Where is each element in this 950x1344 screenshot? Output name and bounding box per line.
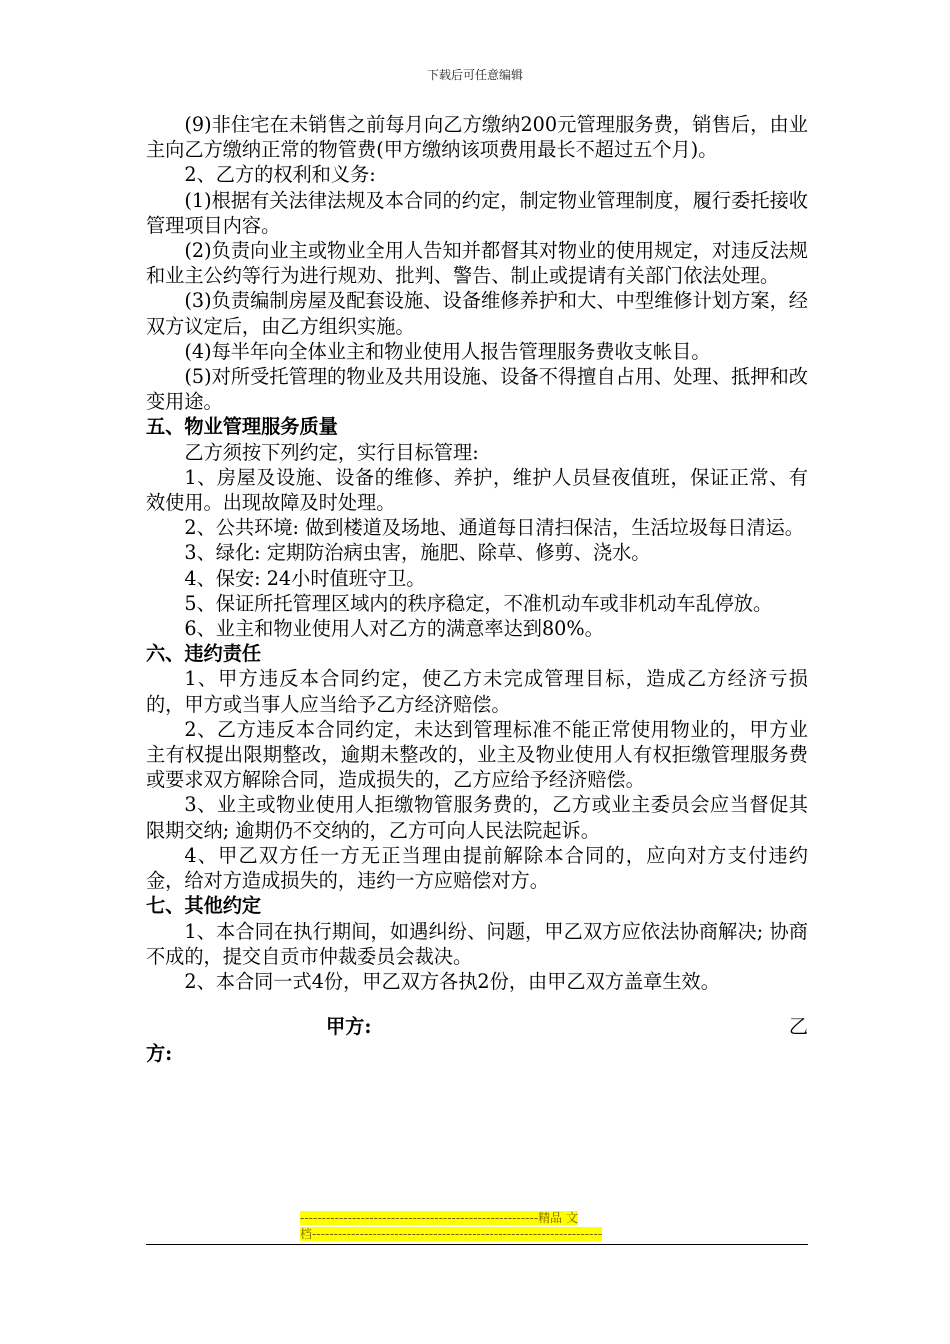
paragraph: 2、乙方的权利和义务:	[184, 163, 376, 187]
section-heading: 七、其他约定	[146, 894, 262, 918]
footer-line-1: -------------------------------------------------------精品 文	[300, 1211, 578, 1225]
paragraph: 2、本合同一式4份，甲乙双方各执2份，由甲乙双方盖章生效。	[184, 969, 720, 993]
paragraph: 1、房屋及设施、设备的维修、养护，维护人员昼夜值班，保证正常、有效使用。出现故障及时处理。	[146, 465, 808, 515]
paragraph: 6、业主和物业使用人对乙方的满意率达到80%。	[184, 617, 604, 641]
party-a-signature-label: 甲方:	[326, 1015, 372, 1039]
party-b-signature-label-part2: 方:	[146, 1042, 173, 1066]
page-footer	[300, 1210, 650, 1242]
paragraph: 2、公共环境: 做到楼道及场地、通道每日清扫保洁，生活垃圾每日清运。	[184, 516, 804, 540]
footer-line-2: 档-------------------------------------------------------------------	[300, 1227, 603, 1241]
signature-row	[146, 1014, 808, 1041]
paragraph: (3)负责编制房屋及配套设施、设备维修养护和大、中型维修计划方案，经双方议定后，由乙方组织实施。	[146, 289, 808, 338]
paragraph: 乙方须按下列约定，实行目标管理:	[184, 440, 479, 464]
paragraph: 4、甲乙双方任一方无正当理由提前解除本合同的，应向对方支付违约金，给对方造成损失的，违约一方应赔偿对方。	[146, 843, 808, 893]
section-heading: 五、物业管理服务质量	[146, 415, 338, 439]
paragraph: (9)非住宅在未销售之前每月向乙方缴纳200元管理服务费，销售后，由业主向乙方缴纳正常的物管费(甲方缴纳该项费用最长不超过五个月)。	[146, 113, 808, 162]
paragraph: 5、保证所托管理区域内的秩序稳定，不准机动车或非机动车乱停放。	[184, 591, 773, 615]
contract-text	[146, 112, 808, 994]
paragraph: 1、甲方违反本合同约定，使乙方未完成管理目标，造成乙方经济亏损的，甲方或当事人应当给予乙方经济赔偿。	[146, 667, 808, 716]
paragraph: (5)对所受托管理的物业及共用设施、设备不得擅自占用、处理、抵押和改变用途。	[146, 365, 808, 414]
paragraph: 3、绿化: 定期防治病虫害，施肥、除草、修剪、浇水。	[184, 541, 651, 565]
paragraph: (4)每半年向全体业主和物业使用人报告管理服务费收支帐目。	[184, 339, 711, 363]
paragraph: 4、保安: 24小时值班守卫。	[184, 566, 426, 590]
document-body	[146, 112, 808, 1066]
party-b-signature-label-part1: 乙	[788, 1015, 808, 1039]
page-header: 下载后可任意编辑	[426, 68, 523, 82]
paragraph: (1)根据有关法律法规及本合同的约定，制定物业管理制度，履行委托接收管理项目内容。	[146, 188, 808, 237]
section-heading: 六、违约责任	[146, 642, 262, 666]
paragraph: 1、本合同在执行期间，如遇纠纷、问题，甲乙双方应依法协商解决; 协商不成的，提交自贡市仲裁委员会裁决。	[146, 919, 808, 968]
footer-divider	[146, 1244, 808, 1245]
paragraph: 3、业主或物业使用人拒缴物管服务费的，乙方或业主委员会应当督促其限期交纳; 逾期仍不交纳的，乙方可向人民法院起诉。	[146, 793, 808, 842]
paragraph: 2、乙方违反本合同约定，未达到管理标准不能正常使用物业的，甲方业主有权提出限期整改，逾期未整改的，业主及物业使用人有权拒缴管理服务费或要求双方解除合同，造成损失的，乙方应给予经济赔偿。	[146, 717, 808, 792]
paragraph: (2)负责向业主或物业全用人告知并都督其对物业的使用规定，对违反法规和业主公约等行为进行规劝、批判、警告、制止或提请有关部门依法处理。	[146, 239, 808, 288]
